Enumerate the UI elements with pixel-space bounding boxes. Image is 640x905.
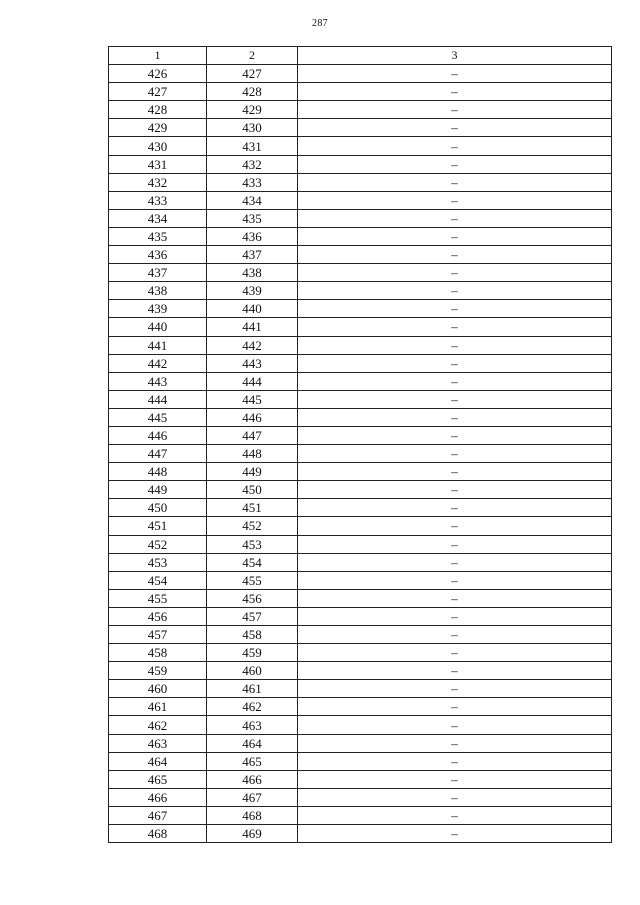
table-cell-col-2: 446	[207, 408, 298, 426]
table-cell-col-2: 455	[207, 571, 298, 589]
table-header-row	[109, 47, 612, 65]
table-cell-col-1: 455	[109, 589, 207, 607]
table-row	[109, 65, 612, 83]
table-row	[109, 137, 612, 155]
table-cell-col-1: 436	[109, 246, 207, 264]
table-cell-col-2: 438	[207, 264, 298, 282]
table-cell-col-1: 432	[109, 173, 207, 191]
table-cell-col-3: –	[298, 499, 612, 517]
table-cell-col-2: 456	[207, 589, 298, 607]
table-row	[109, 246, 612, 264]
table-cell-col-3: –	[298, 589, 612, 607]
table-cell-col-3: –	[298, 535, 612, 553]
table-cell-col-3: –	[298, 318, 612, 336]
table-cell-col-2: 452	[207, 517, 298, 535]
table-cell-col-1: 463	[109, 734, 207, 752]
table-cell-col-3: –	[298, 481, 612, 499]
table-cell-col-3: –	[298, 680, 612, 698]
table-cell-col-3: –	[298, 463, 612, 481]
data-table	[108, 46, 612, 843]
table-cell-col-2: 432	[207, 155, 298, 173]
table-cell-col-2: 462	[207, 698, 298, 716]
table-cell-col-1: 435	[109, 227, 207, 245]
table-row	[109, 282, 612, 300]
column-header-2: 2	[207, 47, 298, 65]
table-cell-col-1: 460	[109, 680, 207, 698]
table-row	[109, 680, 612, 698]
table-row	[109, 553, 612, 571]
table-cell-col-3: –	[298, 716, 612, 734]
table-row	[109, 698, 612, 716]
table-row	[109, 119, 612, 137]
table-cell-col-1: 453	[109, 553, 207, 571]
table-cell-col-2: 436	[207, 227, 298, 245]
table-cell-col-1: 443	[109, 372, 207, 390]
table-cell-col-1: 450	[109, 499, 207, 517]
table-row	[109, 83, 612, 101]
column-header-3: 3	[298, 47, 612, 65]
table-cell-col-2: 463	[207, 716, 298, 734]
table-row	[109, 806, 612, 824]
table-cell-col-2: 441	[207, 318, 298, 336]
table-cell-col-1: 449	[109, 481, 207, 499]
table-cell-col-1: 448	[109, 463, 207, 481]
table-row	[109, 607, 612, 625]
table-cell-col-1: 452	[109, 535, 207, 553]
table-cell-col-1: 442	[109, 354, 207, 372]
table-cell-col-3: –	[298, 644, 612, 662]
table-cell-col-1: 465	[109, 770, 207, 788]
table-cell-col-2: 449	[207, 463, 298, 481]
table-cell-col-1: 451	[109, 517, 207, 535]
table-cell-col-2: 447	[207, 426, 298, 444]
table-cell-col-3: –	[298, 734, 612, 752]
table-cell-col-3: –	[298, 788, 612, 806]
table-row	[109, 463, 612, 481]
table-cell-col-2: 433	[207, 173, 298, 191]
table-cell-col-1: 462	[109, 716, 207, 734]
table-row	[109, 101, 612, 119]
table-cell-col-1: 457	[109, 626, 207, 644]
table-cell-col-3: –	[298, 119, 612, 137]
table-row	[109, 825, 612, 843]
table-cell-col-1: 427	[109, 83, 207, 101]
table-row	[109, 752, 612, 770]
table-cell-col-2: 428	[207, 83, 298, 101]
table-row	[109, 770, 612, 788]
table-row	[109, 517, 612, 535]
table-row	[109, 408, 612, 426]
table-cell-col-3: –	[298, 517, 612, 535]
table-cell-col-1: 468	[109, 825, 207, 843]
table-row	[109, 173, 612, 191]
table-cell-col-2: 437	[207, 246, 298, 264]
table-cell-col-2: 469	[207, 825, 298, 843]
table-cell-col-2: 448	[207, 445, 298, 463]
table-cell-col-3: –	[298, 806, 612, 824]
table-cell-col-2: 440	[207, 300, 298, 318]
table-cell-col-3: –	[298, 752, 612, 770]
table-cell-col-3: –	[298, 137, 612, 155]
table-row	[109, 155, 612, 173]
table-cell-col-3: –	[298, 282, 612, 300]
table-cell-col-1: 429	[109, 119, 207, 137]
table-cell-col-3: –	[298, 191, 612, 209]
table-cell-col-2: 460	[207, 662, 298, 680]
table-row	[109, 499, 612, 517]
table-cell-col-3: –	[298, 300, 612, 318]
table-row	[109, 788, 612, 806]
table-row	[109, 626, 612, 644]
table-cell-col-1: 467	[109, 806, 207, 824]
table-cell-col-1: 433	[109, 191, 207, 209]
table-cell-col-2: 439	[207, 282, 298, 300]
table-row	[109, 227, 612, 245]
table-row	[109, 318, 612, 336]
table-row	[109, 716, 612, 734]
table-cell-col-1: 459	[109, 662, 207, 680]
table-cell-col-2: 435	[207, 209, 298, 227]
table-cell-col-3: –	[298, 770, 612, 788]
table-cell-col-1: 426	[109, 65, 207, 83]
table-cell-col-1: 437	[109, 264, 207, 282]
table-row	[109, 445, 612, 463]
table-body	[109, 65, 612, 843]
table-row	[109, 535, 612, 553]
table-row	[109, 662, 612, 680]
table-row	[109, 390, 612, 408]
table-cell-col-3: –	[298, 607, 612, 625]
table-cell-col-2: 427	[207, 65, 298, 83]
table-cell-col-1: 461	[109, 698, 207, 716]
table-cell-col-1: 439	[109, 300, 207, 318]
table-cell-col-3: –	[298, 83, 612, 101]
table-cell-col-3: –	[298, 246, 612, 264]
table-cell-col-2: 468	[207, 806, 298, 824]
table-cell-col-1: 438	[109, 282, 207, 300]
table-cell-col-3: –	[298, 336, 612, 354]
table-cell-col-3: –	[298, 227, 612, 245]
table-cell-col-3: –	[298, 426, 612, 444]
table-cell-col-2: 443	[207, 354, 298, 372]
table-row	[109, 372, 612, 390]
table-cell-col-3: –	[298, 65, 612, 83]
table-cell-col-1: 445	[109, 408, 207, 426]
table-cell-col-2: 442	[207, 336, 298, 354]
table-row	[109, 300, 612, 318]
table-cell-col-2: 466	[207, 770, 298, 788]
table-cell-col-3: –	[298, 264, 612, 282]
table-cell-col-2: 459	[207, 644, 298, 662]
table-row	[109, 481, 612, 499]
table-row	[109, 264, 612, 282]
table-cell-col-2: 450	[207, 481, 298, 499]
table-cell-col-1: 458	[109, 644, 207, 662]
table-cell-col-1: 444	[109, 390, 207, 408]
table-cell-col-1: 430	[109, 137, 207, 155]
table-cell-col-3: –	[298, 662, 612, 680]
table-cell-col-2: 454	[207, 553, 298, 571]
table-cell-col-1: 447	[109, 445, 207, 463]
table-cell-col-2: 464	[207, 734, 298, 752]
table-cell-col-3: –	[298, 101, 612, 119]
column-header-1: 1	[109, 47, 207, 65]
table-cell-col-3: –	[298, 698, 612, 716]
table-row	[109, 734, 612, 752]
table-cell-col-3: –	[298, 445, 612, 463]
table-cell-col-1: 466	[109, 788, 207, 806]
table-cell-col-1: 454	[109, 571, 207, 589]
table-cell-col-2: 429	[207, 101, 298, 119]
table-row	[109, 644, 612, 662]
table-cell-col-3: –	[298, 390, 612, 408]
table-cell-col-1: 440	[109, 318, 207, 336]
table-row	[109, 426, 612, 444]
table-cell-col-2: 451	[207, 499, 298, 517]
table-cell-col-3: –	[298, 571, 612, 589]
table-cell-col-3: –	[298, 626, 612, 644]
page-number: 287	[312, 18, 328, 29]
table-cell-col-3: –	[298, 825, 612, 843]
table-cell-col-2: 461	[207, 680, 298, 698]
table-row	[109, 209, 612, 227]
table-cell-col-1: 434	[109, 209, 207, 227]
table-cell-col-1: 446	[109, 426, 207, 444]
table-row	[109, 571, 612, 589]
table-cell-col-2: 445	[207, 390, 298, 408]
table-cell-col-3: –	[298, 354, 612, 372]
table-cell-col-2: 465	[207, 752, 298, 770]
table-cell-col-1: 456	[109, 607, 207, 625]
table-row	[109, 589, 612, 607]
table-cell-col-2: 431	[207, 137, 298, 155]
table-cell-col-2: 467	[207, 788, 298, 806]
table-cell-col-3: –	[298, 372, 612, 390]
table-cell-col-2: 434	[207, 191, 298, 209]
table-cell-col-3: –	[298, 553, 612, 571]
table-cell-col-2: 457	[207, 607, 298, 625]
table-cell-col-1: 464	[109, 752, 207, 770]
table-cell-col-3: –	[298, 155, 612, 173]
table-cell-col-2: 453	[207, 535, 298, 553]
table-cell-col-1: 441	[109, 336, 207, 354]
table-row	[109, 191, 612, 209]
table-cell-col-2: 458	[207, 626, 298, 644]
table-cell-col-2: 444	[207, 372, 298, 390]
table-row	[109, 336, 612, 354]
table-cell-col-2: 430	[207, 119, 298, 137]
table-row	[109, 354, 612, 372]
table-cell-col-3: –	[298, 173, 612, 191]
table-cell-col-1: 431	[109, 155, 207, 173]
table-cell-col-3: –	[298, 209, 612, 227]
table-cell-col-3: –	[298, 408, 612, 426]
table-cell-col-1: 428	[109, 101, 207, 119]
table-header	[109, 47, 612, 65]
